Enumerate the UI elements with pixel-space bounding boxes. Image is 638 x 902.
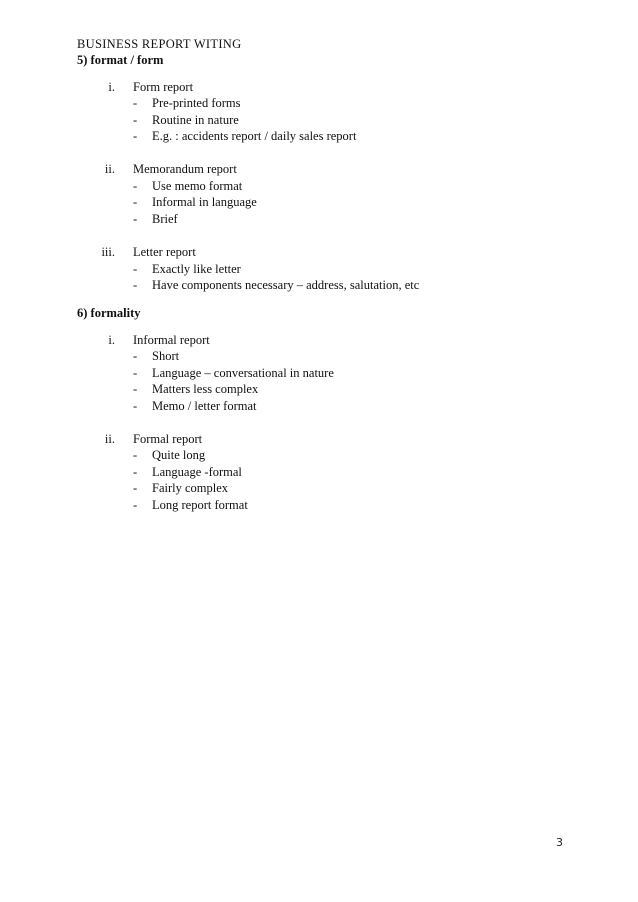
dash-bullet: - <box>133 448 138 462</box>
list-item <box>133 212 178 227</box>
list-item-text: Pre-printed forms <box>152 96 241 110</box>
item-numeral: ii. <box>104 162 115 176</box>
list-item <box>133 382 258 397</box>
list-item <box>133 113 239 128</box>
list-item <box>133 262 241 277</box>
item-numeral: iii. <box>101 245 115 259</box>
list-item-text: Brief <box>152 212 178 226</box>
list-item-text: Language -formal <box>152 465 242 479</box>
list-item-text: Fairly complex <box>152 481 229 495</box>
item-title-memorandum-report: Memorandum report <box>133 162 237 176</box>
list-item <box>133 129 356 144</box>
section-heading-formality: 6) formality <box>77 306 141 320</box>
dash-bullet: - <box>133 212 138 226</box>
list-item <box>133 96 241 111</box>
list-item-text: Routine in nature <box>152 113 239 127</box>
dash-bullet: - <box>133 179 138 193</box>
list-item <box>133 366 334 381</box>
dash-bullet: - <box>133 278 138 292</box>
item-title-form-report: Form report <box>133 80 194 94</box>
list-item-text: Memo / letter format <box>152 399 257 413</box>
list-item <box>133 179 242 194</box>
item-numeral: i. <box>108 80 115 94</box>
list-item <box>133 195 257 210</box>
item-title-formal-report: Formal report <box>133 432 203 446</box>
section-heading-format: 5) format / form <box>77 53 164 67</box>
dash-bullet: - <box>133 262 138 276</box>
dash-bullet: - <box>133 465 138 479</box>
list-item-text: Exactly like letter <box>152 262 241 276</box>
list-item-text: Quite long <box>152 448 206 462</box>
dash-bullet: - <box>133 366 138 380</box>
list-item-text: Long report format <box>152 498 248 512</box>
page-number: 3 <box>556 836 563 849</box>
dash-bullet: - <box>133 399 138 413</box>
list-item <box>133 448 205 463</box>
dash-bullet: - <box>133 382 138 396</box>
list-item <box>133 399 256 414</box>
item-numeral: i. <box>108 333 115 347</box>
list-item <box>133 498 248 513</box>
list-item <box>133 481 228 496</box>
dash-bullet: - <box>133 481 138 495</box>
dash-bullet: - <box>133 113 138 127</box>
dash-bullet: - <box>133 96 138 110</box>
list-item <box>133 349 179 364</box>
item-numeral: ii. <box>104 432 115 446</box>
document-title: BUSINESS REPORT WITING <box>77 37 242 51</box>
dash-bullet: - <box>133 498 138 512</box>
list-item <box>133 278 419 293</box>
list-item-text: Informal in language <box>152 195 257 209</box>
list-item-text: Language – conversational in nature <box>152 366 334 380</box>
dash-bullet: - <box>133 129 138 143</box>
dash-bullet: - <box>133 195 138 209</box>
list-item-text: Use memo format <box>152 179 243 193</box>
dash-bullet: - <box>133 349 138 363</box>
list-item-text: Matters less complex <box>152 382 259 396</box>
list-item <box>133 465 242 480</box>
list-item-text: E.g. : accidents report / daily sales report <box>152 129 357 143</box>
item-title-letter-report: Letter report <box>133 245 196 259</box>
list-item-text: Have components necessary – address, salutation, etc <box>152 278 420 292</box>
list-item-text: Short <box>152 349 180 363</box>
item-title-informal-report: Informal report <box>133 333 210 347</box>
